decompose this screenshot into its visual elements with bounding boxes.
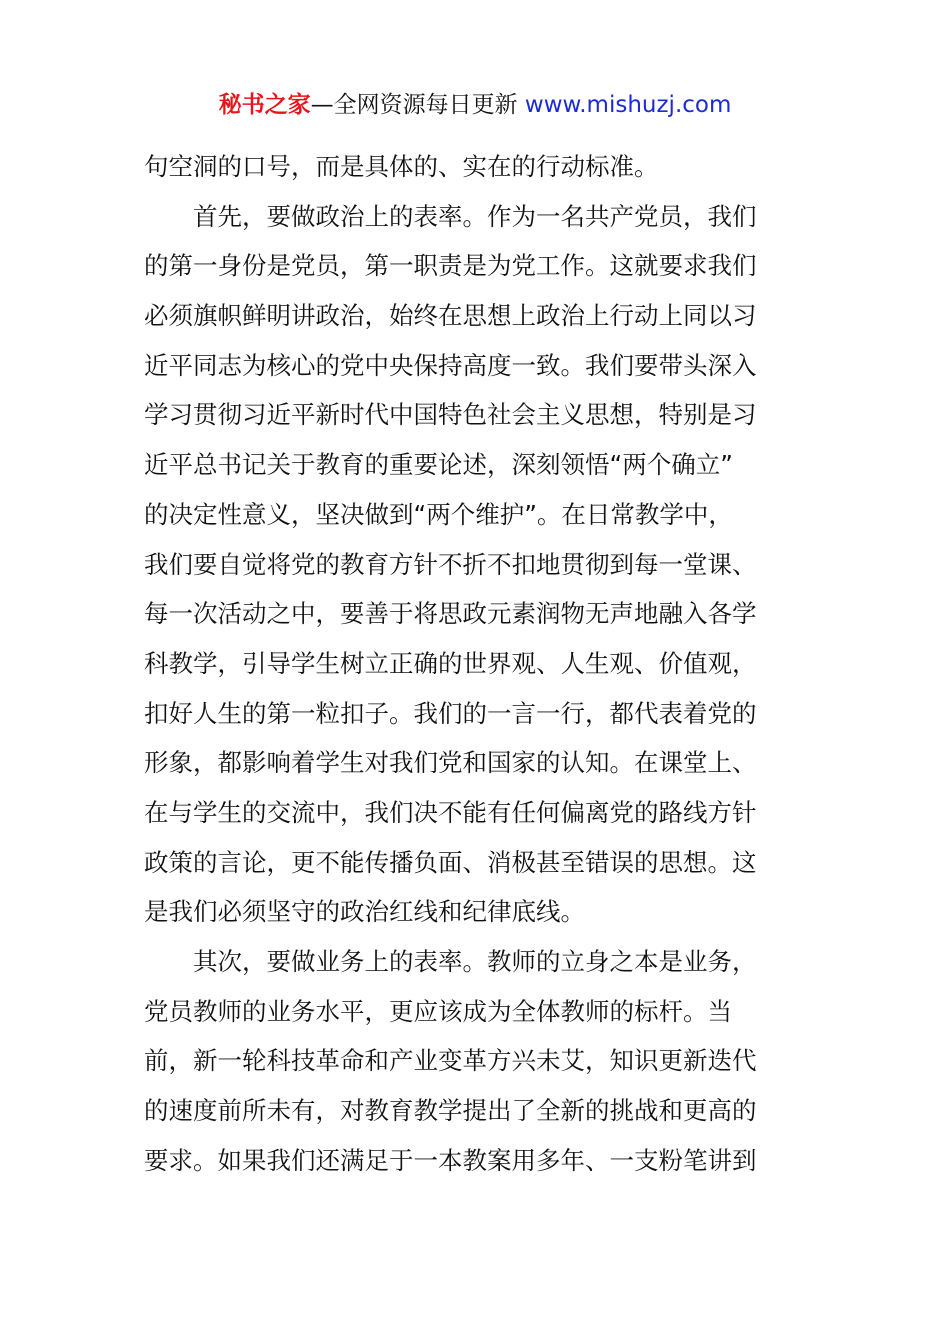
text-line: 形象，都影响着学生对我们党和国家的认知。在课堂上、 — [144, 748, 757, 778]
text-line: 要求。如果我们还满足于一本教案用多年、一支粉笔讲到 — [144, 1145, 757, 1175]
text-line: 学习贯彻习近平新时代中国特色社会主义思想，特别是习 — [144, 400, 757, 430]
document-body — [144, 142, 809, 1185]
header-tagline: —全网资源每日更新 — [310, 92, 525, 118]
text-line: 科教学，引导学生树立正确的世界观、人生观、价值观， — [144, 648, 757, 678]
text-line: 扣好人生的第一粒扣子。我们的一言一行，都代表着党的 — [144, 698, 757, 728]
text-line: 近平同志为核心的党中央保持高度一致。我们要带头深入 — [144, 350, 757, 380]
text-line: 的第一身份是党员，第一职责是为党工作。这就要求我们 — [144, 251, 757, 281]
text-line: 在与学生的交流中，我们决不能有任何偏离党的路线方针 — [144, 797, 757, 827]
paragraph-start-line: 首先，要做政治上的表率。作为一名共产党员，我们 — [193, 201, 757, 231]
text-line: 的速度前所未有，对教育教学提出了全新的挑战和更高的 — [144, 1096, 757, 1126]
text-line: 党员教师的业务水平，更应该成为全体教师的标杆。当 — [144, 996, 732, 1026]
text-line: 的决定性意义，坚决做到“两个维护”。在日常教学中， — [144, 499, 733, 529]
text-line: 每一次活动之中，要善于将思政元素润物无声地融入各学 — [144, 599, 757, 629]
brand-name: 秘书之家 — [218, 92, 311, 118]
site-url-link[interactable]: www.mishuzj.com — [524, 92, 732, 118]
text-line: 政策的言论，更不能传播负面、消极甚至错误的思想。这 — [144, 847, 757, 877]
text-line: 前，新一轮科技革命和产业变革方兴未艾，知识更新迭代 — [144, 1046, 757, 1076]
text-line: 是我们必须坚守的政治红线和纪律底线。 — [144, 897, 585, 927]
page-header — [0, 88, 950, 122]
paragraph-start-line: 其次，要做业务上的表率。教师的立身之本是业务， — [193, 947, 757, 976]
text-line: 我们要自觉将党的教育方针不折不扣地贯彻到每一堂课、 — [144, 549, 757, 579]
text-line: 必须旗帜鲜明讲政治，始终在思想上政治上行动上同以习 — [144, 301, 757, 331]
text-line: 句空洞的口号，而是具体的、实在的行动标准。 — [144, 152, 659, 181]
text-line: 近平总书记关于教育的重要论述，深刻领悟“两个确立” — [144, 450, 733, 480]
